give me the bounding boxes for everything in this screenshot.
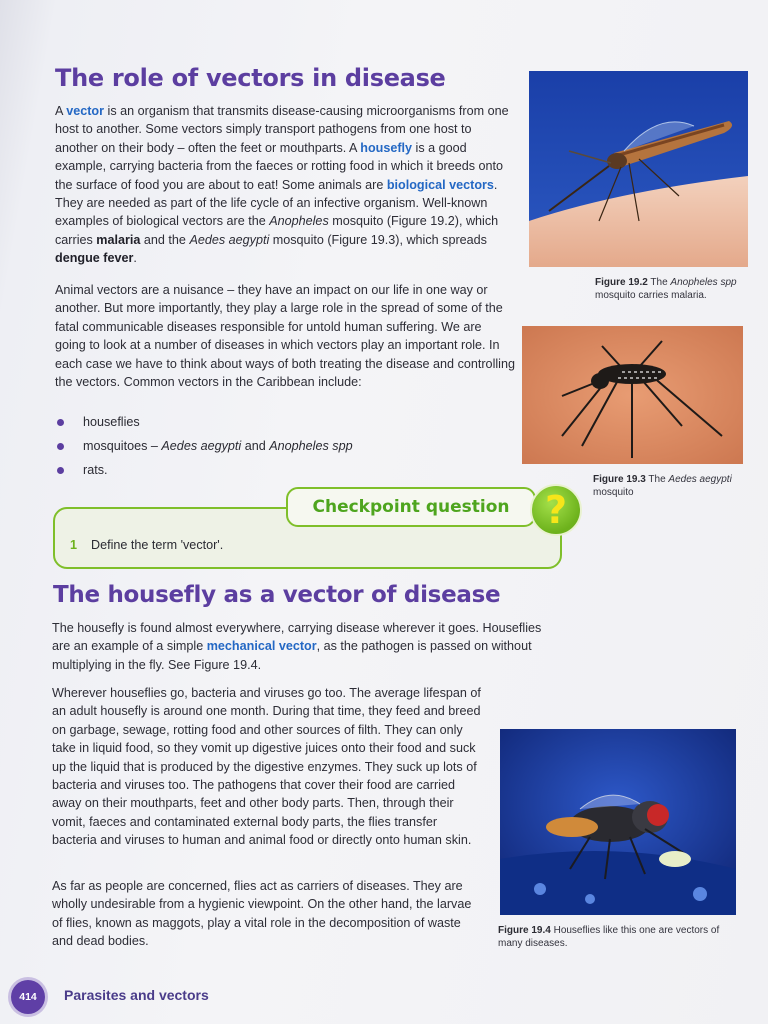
figure-19-3-caption: Figure 19.3 The Aedes aegypti mosquito: [593, 474, 732, 498]
list-item: mosquitoes – Aedes aegypti and Anopheles spp: [55, 434, 495, 458]
keyword-biological-vectors: biological vectors: [386, 177, 494, 192]
keyword-housefly: housefly: [360, 140, 413, 155]
paragraph-vector-definition: A vector is an organism that transmits disease-causing microorganisms from one host to another. Some vectors simply transport pathogens from one host to another on their body – often the feet or mouthparts. A housefly is a good example, carrying bacteria from the faeces or rotting food in which it breeds onto the surface of food you are about to eat! Some animals are biological vectors. They are needed as part of the life cycle of an infective organism. Well-known examples of biological vectors are the Anopheles mosquito (Figure 19.2), which carries malaria and the Aedes aegypti mosquito (Figure 19.3), which spreads dengue fever.: [55, 104, 509, 266]
paragraph-flies-carriers: As far as people are concerned, flies act as carriers of diseases. They are wholly undesirable from a hygienic viewpoint. On the other hand, the larvae of flies, known as maggots, play a vital role in the decomposition of waste and dead bodies.: [52, 879, 472, 949]
chapter-title: Parasites and vectors: [64, 987, 209, 1003]
page-number-badge: 414: [11, 980, 45, 1014]
section-title-housefly: The housefly as a vector of disease: [53, 582, 501, 608]
paragraph-housefly-feeding: Wherever houseflies go, bacteria and viruses go too. The average lifespan of an adult housefly is around one month. During that time, they feed and breed on garbage, sewage, rotting food and other sources of filth. They can only take in liquid food, so they vomit up digestive juices onto their food and suck up the liquid that is produced by the digestive enzymes. They suck up lots of bacteria and viruses too. The pathogens that cover their food are carried away on their mouthparts, feet and other body parts. Then, through their vomit, faeces and contaminated external body parts, the flies transfer bacteria and viruses to human and animal food or directly onto human skin.: [52, 686, 481, 848]
term-malaria: malaria: [96, 232, 141, 247]
question-text: Define the term 'vector'.: [91, 538, 224, 552]
housefly-photo: [500, 729, 736, 915]
list-item: rats.: [55, 458, 495, 482]
section-title-vectors: The role of vectors in disease: [55, 64, 446, 92]
keyword-mechanical-vector: mechanical vector: [206, 639, 317, 654]
anopheles-mosquito-photo: [529, 71, 748, 267]
question-mark-icon: ?: [530, 484, 582, 536]
paragraph-animal-vectors: Animal vectors are a nuisance – they have an impact on our life in one way or another. But more importantly, they play a large role in the spread of some of the fatal communicable diseases responsible for untold human suffering. We are going to look at a number of diseases in which vectors play an important role. In each case we have to think about ways of both treating the disease and controlling the vectors. Common vectors in the Caribbean include:: [55, 283, 515, 390]
question-number: 1: [70, 538, 78, 552]
aedes-mosquito-photo: [522, 326, 743, 464]
checkpoint-question-1: [70, 538, 223, 552]
checkpoint-heading: Checkpoint question: [286, 487, 536, 527]
figure-19-2-caption: Figure 19.2 The Anopheles spp mosquito carries malaria.: [595, 277, 737, 301]
vector-list: [55, 410, 495, 482]
keyword-vector: vector: [66, 104, 105, 118]
figure-19-4-caption: Figure 19.4 Houseflies like this one are vectors of many diseases.: [498, 925, 720, 949]
paragraph-housefly-intro: The housefly is found almost everywhere, carrying disease wherever it goes. Houseflies are an example of a simple mechanical vector, as the pathogen is passed on without multiplying in the fly. See Figure 19.4.: [52, 621, 542, 672]
list-item: houseflies: [55, 410, 495, 434]
term-dengue-fever: dengue fever: [55, 251, 134, 266]
